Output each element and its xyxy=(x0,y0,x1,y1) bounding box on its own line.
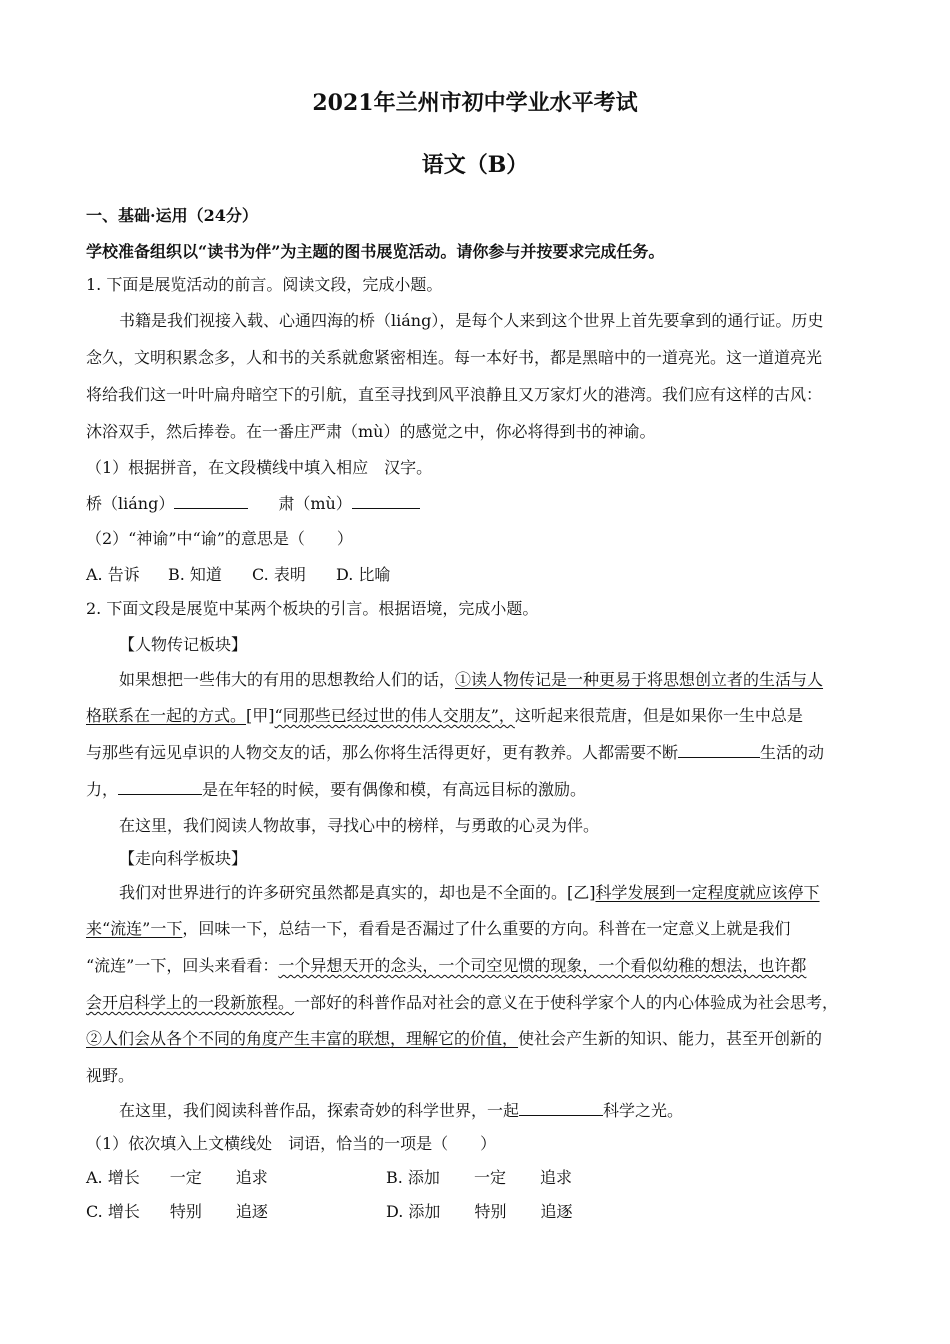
b2-line: 会开启科学上的一段新旅程。一部好的科普作品对社会的意义在于使科学家个人的内心体验成为社会思考， xyxy=(86,993,839,1012)
q2-option-c[interactable]: C. 增长 特别 追逐 xyxy=(86,1202,268,1221)
b2-line: 来“流连”一下，回味一下，总结一下，看看是否漏过了什么重要的方向。科普在一定意义上就是我们 xyxy=(86,919,791,938)
q1-passage-line: 念久，文明积累念多，人和书的关系就愈紧密相连。每一本好书，都是黑暗中的一道亮光。这一道道亮光 xyxy=(86,348,823,367)
b2-line: 在这里，我们阅读科普作品，探索奇妙的科学世界，一起 科学之光。 xyxy=(119,1101,684,1120)
q2-option-a[interactable]: A. 增长 一定 追求 xyxy=(86,1168,268,1187)
section-intro: 学校准备组织以“读书为伴”为主题的图书展览活动。请你参与并按要求完成任务。 xyxy=(86,242,665,261)
wavy-sentence: 一个异想天开的念头，一个司空见惯的现象，一个看似幼稚的想法，也许都 xyxy=(278,956,807,975)
exam-title: 2021年兰州市初中学业水平考试 xyxy=(312,90,638,116)
q1-option-a[interactable]: A. 告诉 xyxy=(86,565,140,584)
fill-label-mu: 肃（mù） xyxy=(278,494,352,513)
q1-option-d[interactable]: D. 比喻 xyxy=(336,565,391,584)
q1-sub1: （1）根据拼音，在文段横线中填入相应 汉字。 xyxy=(86,458,433,477)
q1-passage-line: 将给我们这一叶叶扁舟暗空下的引航，直至寻找到风平浪静且又万家灯火的港湾。我们应有这样的古风： xyxy=(86,385,823,404)
b2-line: 我们对世界进行的许多研究虽然都是真实的，却也是不全面的。[乙]科学发展到一定程度就应该停下 xyxy=(119,883,820,902)
q2-sub1: （1）依次填入上文横线处 词语，恰当的一项是（ ） xyxy=(86,1134,497,1153)
b1-line: 与那些有远见卓识的人物交友的话，那么你将生活得更好，更有教养。人都需要不断 生活的动 xyxy=(86,743,825,762)
fill-label-liang: 桥（liáng） xyxy=(86,494,175,513)
q2-option-b[interactable]: B. 添加 一定 追求 xyxy=(386,1168,572,1187)
q1-passage-line: 沐浴双手，然后捧卷。在一番庄严肃（mù）的感觉之中，你必将得到书的神谕。 xyxy=(86,422,656,441)
marker-jia: [甲] xyxy=(246,706,275,725)
answer-blank-mu[interactable] xyxy=(352,492,420,509)
b1-line: 格联系在一起的方式。[甲]“同那些已经过世的伟人交朋友”，这听起来很荒唐，但是如果你一生中总是 xyxy=(86,706,803,725)
q1-sub2: （2）“神谕”中“谕”的意思是（ ） xyxy=(86,529,353,548)
b2-line: 视野。 xyxy=(86,1066,135,1085)
block-title-biography: 【人物传记板块】 xyxy=(119,635,248,654)
underlined-sentence-yi: 科学发展到一定程度就应该停下 xyxy=(595,883,820,902)
answer-blank-liang[interactable] xyxy=(174,492,248,509)
exam-subtitle: 语文（B） xyxy=(421,152,529,178)
q2-stem: 2. 下面文段是展览中某两个板块的引言。根据语境，完成小题。 xyxy=(86,599,539,618)
answer-blank-1[interactable] xyxy=(678,741,760,758)
q1-fill-row xyxy=(86,492,420,516)
answer-blank-3[interactable] xyxy=(519,1099,603,1116)
block-title-science: 【走向科学板块】 xyxy=(119,849,248,868)
b2-line: “流连”一下，回头来看看：一个异想天开的念头，一个司空见惯的现象，一个看似幼稚的想法，也许都 xyxy=(86,956,807,975)
answer-blank-2[interactable] xyxy=(118,778,202,795)
q1-stem: 1. 下面是展览活动的前言。阅读文段，完成小题。 xyxy=(86,275,443,294)
q1-passage-line: 书籍是我们视接入载、心通四海的桥（liáng），是每个人来到这个世界上首先要拿到的通行证。历史 xyxy=(119,311,824,330)
underlined-sentence-1: ①读人物传记是一种更易于将思想创立者的生活与人 xyxy=(455,670,824,689)
b1-line: 如果想把一些伟大的有用的思想教给人们的话，①读人物传记是一种更易于将思想创立者的生活与人 xyxy=(119,670,824,689)
wavy-quote-jia: “同那些已经过世的伟人交朋友”， xyxy=(274,706,515,725)
q1-option-b[interactable]: B. 知道 xyxy=(168,565,222,584)
b2-line: ②人们会从各个不同的角度产生丰富的联想，理解它的价值，使社会产生新的知识、能力，甚至开创新的 xyxy=(86,1029,823,1048)
section-heading: 一、基础·运用（24分） xyxy=(86,206,258,225)
b1-line: 力， 是在年轻的时候，要有偶像和模，有高远目标的激励。 xyxy=(86,780,587,799)
q1-option-c[interactable]: C. 表明 xyxy=(252,565,306,584)
q2-option-d[interactable]: D. 添加 特别 追逐 xyxy=(386,1202,573,1221)
b1-line: 在这里，我们阅读人物故事，寻找心中的榜样，与勇敢的心灵为伴。 xyxy=(119,816,600,835)
underlined-sentence-2: ②人们会从各个不同的角度产生丰富的联想，理解它的价值， xyxy=(86,1029,519,1048)
